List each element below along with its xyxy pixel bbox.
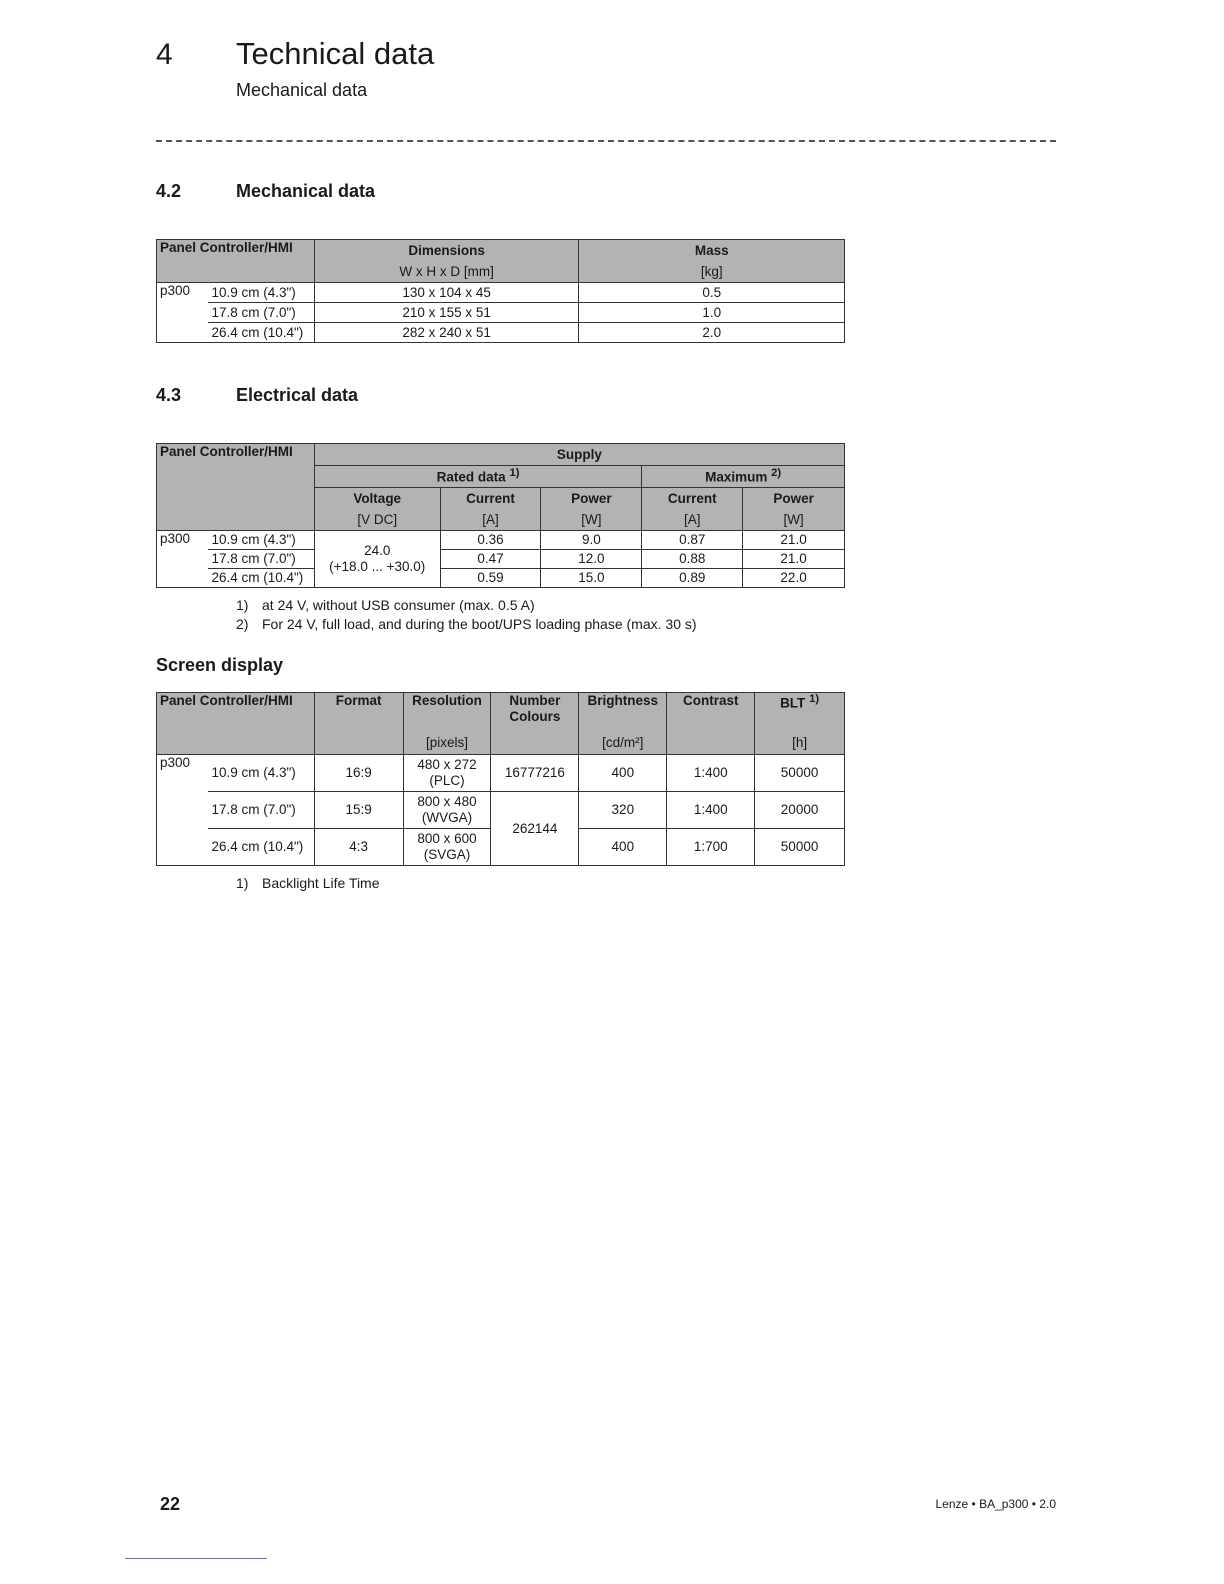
colours-cell: 262144: [491, 792, 579, 866]
blt-cell: 50000: [755, 755, 845, 792]
screen-display-table: [156, 692, 845, 866]
size-cell: 26.4 cm (10.4"): [208, 323, 314, 343]
link-underline: [125, 1558, 267, 1559]
power-cell: 15.0: [541, 569, 642, 588]
header-supply: Supply: [314, 444, 844, 466]
page-number: 22: [160, 1494, 181, 1514]
table-row: [157, 755, 845, 792]
header-current-unit: [A]: [440, 510, 541, 531]
mass-cell: 2.0: [579, 323, 845, 343]
format-cell: 15:9: [314, 792, 403, 829]
model-cell: p300: [157, 531, 209, 588]
header-panel-controller: Panel Controller/HMI: [157, 240, 315, 283]
model-cell: p300: [157, 283, 209, 343]
brightness-cell: 320: [579, 792, 667, 829]
section-number-mechanical: 4.2: [156, 181, 182, 201]
mass-cell: 0.5: [579, 283, 845, 303]
colours-cell: 16777216: [491, 755, 579, 792]
contrast-cell: 1:400: [667, 792, 755, 829]
mass-cell: 1.0: [579, 303, 845, 323]
brightness-cell: 400: [579, 829, 667, 866]
header-dimensions: Dimensions: [314, 240, 579, 262]
power-cell: 12.0: [541, 550, 642, 569]
blt-cell: 50000: [755, 829, 845, 866]
current-cell: 0.47: [440, 550, 541, 569]
header-max-current-unit: [A]: [642, 510, 743, 531]
current-cell: 0.59: [440, 569, 541, 588]
header-number-colours: Number Colours: [491, 693, 579, 733]
header-voltage-unit: [V DC]: [314, 510, 440, 531]
chapter-subtitle: Mechanical data: [236, 80, 368, 100]
header-mass: Mass: [579, 240, 845, 262]
max-current-cell: 0.87: [642, 531, 743, 550]
contrast-cell: 1:400: [667, 755, 755, 792]
header-max-power: Power: [743, 488, 845, 510]
header-power: Power: [541, 488, 642, 510]
footnote: 2) For 24 V, full load, and during the boot/UPS loading phase (max. 30 s): [236, 616, 697, 632]
header-resolution: Resolution: [403, 693, 491, 733]
header-blt: BLT $^{1)}$: [755, 693, 845, 733]
header-rated-data: Rated data $^{1)}$: [314, 466, 641, 488]
size-cell: 26.4 cm (10.4"): [208, 569, 314, 588]
footnote-ref: 1): [509, 467, 520, 480]
dimensions-cell: 282 x 240 x 51: [314, 323, 579, 343]
max-power-cell: 22.0: [743, 569, 845, 588]
size-cell: 17.8 cm (7.0"): [208, 303, 314, 323]
header-blt-unit: [h]: [755, 733, 845, 755]
header-contrast: Contrast: [667, 693, 755, 733]
size-cell: 17.8 cm (7.0"): [208, 792, 314, 829]
footnote-ref: 2): [771, 467, 782, 480]
section-title-screen: Screen display: [156, 655, 284, 675]
size-cell: 17.8 cm (7.0"): [208, 550, 314, 569]
section-number-electrical: 4.3: [156, 385, 182, 405]
max-current-cell: 0.89: [642, 569, 743, 588]
header-current: Current: [440, 488, 541, 510]
table-row: [157, 569, 845, 588]
footnote: 1) at 24 V, without USB consumer (max. 0.5 A): [236, 597, 535, 613]
table-row: [157, 303, 845, 323]
chapter-number: 4: [156, 38, 173, 71]
section-title-mechanical: Mechanical data: [236, 181, 376, 201]
table-row: [157, 283, 845, 303]
power-cell: 9.0: [541, 531, 642, 550]
mechanical-data-table: [156, 239, 845, 343]
blt-cell: 20000: [755, 792, 845, 829]
header-panel-controller: Panel Controller/HMI: [157, 444, 315, 531]
resolution-cell: 800 x 600 (SVGA): [403, 829, 491, 866]
resolution-cell: 800 x 480 (WVGA): [403, 792, 491, 829]
header-mass-unit: [kg]: [579, 262, 845, 283]
table-row: [157, 792, 845, 829]
max-current-cell: 0.88: [642, 550, 743, 569]
section-title-electrical: Electrical data: [236, 385, 359, 405]
resolution-cell: 480 x 272 (PLC): [403, 755, 491, 792]
footnote: 1) Backlight Life Time: [236, 875, 380, 891]
header-brightness: Brightness: [579, 693, 667, 733]
table-row: [157, 550, 845, 569]
current-cell: 0.36: [440, 531, 541, 550]
size-cell: 10.9 cm (4.3"): [208, 531, 314, 550]
header-divider: [156, 140, 1056, 142]
header-max-power-unit: [W]: [743, 510, 845, 531]
contrast-cell: 1:700: [667, 829, 755, 866]
max-power-cell: 21.0: [743, 531, 845, 550]
dimensions-cell: 210 x 155 x 51: [314, 303, 579, 323]
format-cell: 4:3: [314, 829, 403, 866]
brightness-cell: 400: [579, 755, 667, 792]
header-max-current: Current: [642, 488, 743, 510]
header-brightness-unit: [cd/m²]: [579, 733, 667, 755]
chapter-title: Technical data: [236, 36, 435, 71]
table-row: [157, 531, 845, 550]
dimensions-cell: 130 x 104 x 45: [314, 283, 579, 303]
size-cell: 10.9 cm (4.3"): [208, 283, 314, 303]
header-voltage: Voltage: [314, 488, 440, 510]
model-cell: p300: [157, 755, 209, 866]
max-power-cell: 21.0: [743, 550, 845, 569]
header-maximum: Maximum $^{2)}$: [642, 466, 845, 488]
voltage-cell: [314, 531, 440, 588]
electrical-data-table: [156, 443, 845, 588]
header-format: Format: [314, 693, 403, 733]
size-cell: 10.9 cm (4.3"): [208, 755, 314, 792]
format-cell: 16:9: [314, 755, 403, 792]
document-reference: Lenze • BA_p300 • 2.0: [935, 1497, 1056, 1511]
header-dimensions-unit: W x H x D [mm]: [314, 262, 579, 283]
header-resolution-unit: [pixels]: [403, 733, 491, 755]
footnote-ref: 1): [809, 693, 820, 705]
header-panel-controller: Panel Controller/HMI: [157, 693, 315, 733]
table-row: [157, 323, 845, 343]
header-power-unit: [W]: [541, 510, 642, 531]
size-cell: 26.4 cm (10.4"): [208, 829, 314, 866]
voltage-value: 24.0: [364, 543, 391, 559]
voltage-range: (+18.0 ... +30.0): [329, 559, 426, 574]
